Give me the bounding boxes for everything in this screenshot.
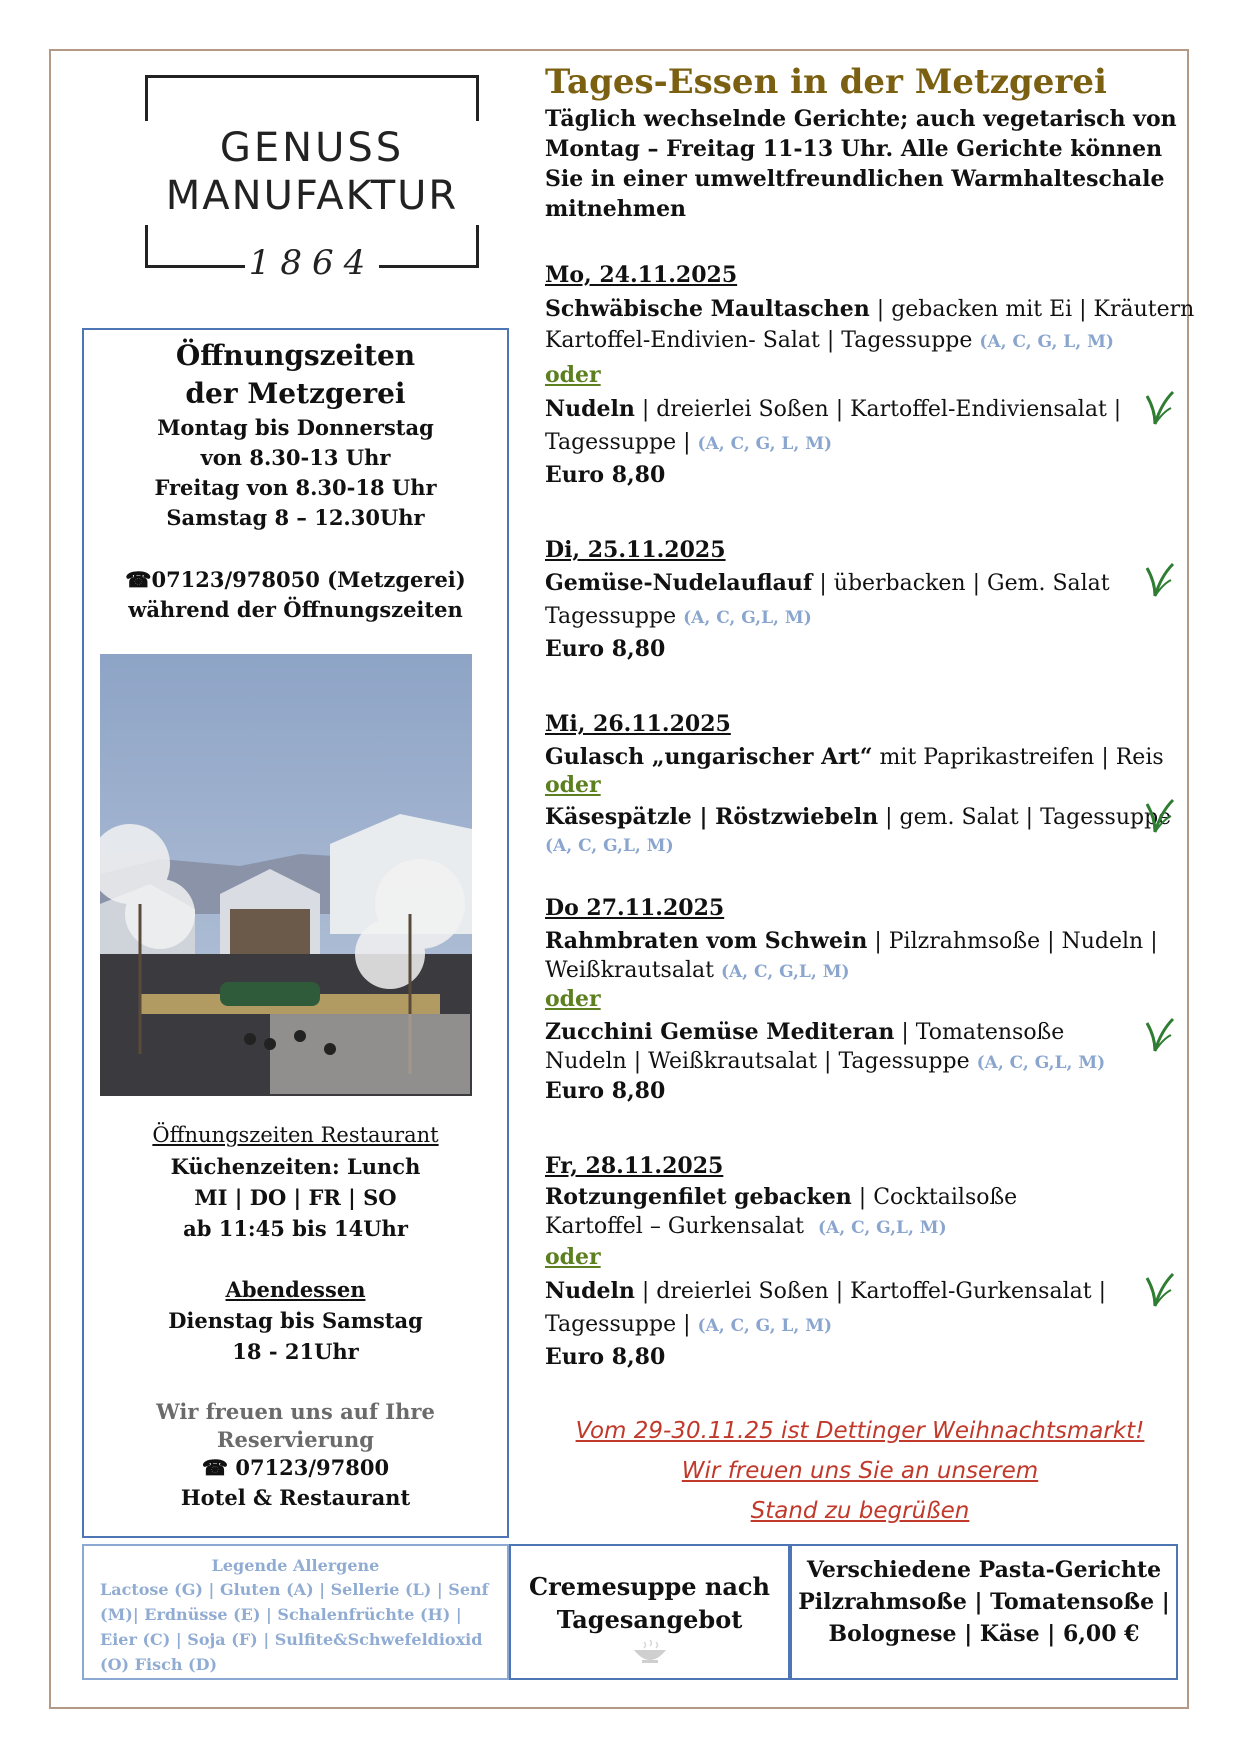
dish-line: Käsespätzle | Röstzwiebeln | gem. Salat | Tagessuppe bbox=[545, 804, 1172, 830]
pasta-line1: Verschiedene Pasta-Gerichte bbox=[806, 1557, 1162, 1583]
pasta-box bbox=[790, 1544, 1178, 1680]
oder-label: oder bbox=[545, 986, 601, 1012]
price: Euro 8,80 bbox=[545, 636, 666, 662]
logo-year: 1864 bbox=[248, 243, 376, 283]
dish-line: Kartoffel – Gurkensalat (A, C, G,L, M) bbox=[545, 1214, 947, 1239]
dinner-days: Dienstag bis Samstag bbox=[168, 1308, 423, 1333]
reserve-line1: Wir freuen uns auf Ihre bbox=[156, 1399, 435, 1424]
pasta-line2: Pilzrahmsoße | Tomatensoße | bbox=[798, 1589, 1170, 1615]
price: Euro 8,80 bbox=[545, 1078, 666, 1104]
day-heading-fr: Fr, 28.11.2025 bbox=[545, 1153, 724, 1179]
allergen-title: Legende Allergene bbox=[211, 1556, 380, 1575]
dish-line: Tagessuppe (A, C, G,L, M) bbox=[545, 604, 812, 629]
soup-box bbox=[509, 1544, 790, 1680]
dish-line: Gemüse-Nudelauflauf | überbacken | Gem. Salat bbox=[545, 570, 1110, 596]
price: Euro 8,80 bbox=[545, 1344, 666, 1370]
dinner-time: 18 - 21Uhr bbox=[232, 1339, 359, 1364]
butcher-phone[interactable]: ☎07123/978050 (Metzgerei) bbox=[125, 567, 466, 592]
menu-intro: Täglich wechselnde Gerichte; auch vegetarisch von Montag – Freitag 11-13 Uhr. Alle Gerichte können Sie in einer umweltfreundlichen Warmhalteschale mitnehmen bbox=[545, 106, 1177, 222]
logo-line2: MANUFAKTUR bbox=[165, 173, 459, 219]
dish-line: Nudeln | dreierlei Soßen | Kartoffel-Gurkensalat | bbox=[545, 1278, 1106, 1304]
lunch-time: ab 11:45 bis 14Uhr bbox=[183, 1216, 408, 1241]
dish-line: Zucchini Gemüse Mediteran | Tomatensoße bbox=[545, 1019, 1065, 1045]
butcher-phone-note: während der Öffnungszeiten bbox=[128, 597, 463, 622]
allergen-codes: (A, C, G,L, M) bbox=[976, 1053, 1106, 1073]
dish-line: Rotzungenfilet gebacken | Cocktailsoße bbox=[545, 1184, 1018, 1210]
opening-line: Montag bis Donnerstag bbox=[157, 415, 434, 440]
allergen-codes: (A, C, G, L, M) bbox=[697, 1316, 833, 1336]
dinner-heading: Abendessen bbox=[225, 1277, 366, 1302]
allergen-codes: (A, C, G,L, M) bbox=[818, 1218, 947, 1238]
restaurant-heading: Öffnungszeiten Restaurant bbox=[152, 1123, 439, 1147]
dish-line: Nudeln | Weißkrautsalat | Tagessuppe (A, C, G,L, M) bbox=[545, 1049, 1106, 1074]
hotel-restaurant: Hotel & Restaurant bbox=[180, 1485, 411, 1510]
opening-heading-2: der Metzgerei bbox=[185, 377, 406, 410]
menu-title: Tages-Essen in der Metzgerei bbox=[545, 62, 1107, 102]
allergen-codes: (A, C, G,L, M) bbox=[683, 608, 812, 628]
logo bbox=[145, 75, 483, 290]
opening-line: von 8.30-13 Uhr bbox=[200, 445, 391, 470]
day-heading-mo: Mo, 24.11.2025 bbox=[545, 262, 738, 288]
notice-line2: Wir freuen uns Sie an unserem bbox=[681, 1458, 1039, 1484]
dish-line bbox=[545, 830, 674, 861]
allergen-text: Lactose (G) | Gluten (A) | Sellerie (L) | Senf (M)| Erdnüsse (E) | Schalenfrüchte (H) | Eier (C) | Soja (F) | Sulfite&Schwefeldioxid (O) Fisch (D) bbox=[100, 1580, 489, 1674]
christmas-market-photo bbox=[100, 654, 472, 1096]
dish-line: Tagessuppe | (A, C, G, L, M) bbox=[545, 430, 833, 455]
allergen-codes: (A, C, G, L, M) bbox=[979, 332, 1114, 352]
restaurant-phone[interactable]: ☎ 07123/97800 bbox=[201, 1455, 390, 1480]
vegetarian-leaf-icon bbox=[1141, 562, 1175, 598]
day-heading-do: Do 27.11.2025 bbox=[545, 895, 725, 921]
reserve-line2: Reservierung bbox=[217, 1427, 374, 1452]
lunch-title: Küchenzeiten: Lunch bbox=[170, 1154, 421, 1179]
oder-label: oder bbox=[545, 1244, 601, 1270]
dish-line: Tagessuppe | (A, C, G, L, M) bbox=[545, 1312, 833, 1337]
vegetarian-leaf-icon bbox=[1141, 1017, 1175, 1053]
dish-line: Schwäbische Maultaschen | gebacken mit Ei | Kräutern bbox=[545, 296, 1195, 322]
oder-label: oder bbox=[545, 362, 601, 388]
dish-line: Weißkrautsalat (A, C, G,L, M) bbox=[545, 958, 850, 983]
vegetarian-leaf-icon bbox=[1141, 798, 1175, 834]
notice-line3: Stand zu begrüßen bbox=[750, 1498, 970, 1524]
allergen-codes: (A, C, G,L, M) bbox=[720, 962, 850, 982]
allergen-codes: (A, C, G,L, M) bbox=[545, 836, 674, 856]
vegetarian-leaf-icon bbox=[1141, 390, 1175, 426]
phone-icon: ☎ bbox=[201, 1455, 236, 1480]
day-heading-di: Di, 25.11.2025 bbox=[545, 537, 726, 563]
dish-line: Gulasch „ungarischer Art“ mit Paprikastreifen | Reis bbox=[545, 744, 1164, 770]
dish-line: Rahmbraten vom Schwein | Pilzrahmsoße | Nudeln | bbox=[545, 928, 1158, 954]
vegetarian-leaf-icon bbox=[1141, 1272, 1175, 1308]
allergen-legend bbox=[82, 1544, 509, 1680]
phone-icon: ☎ bbox=[125, 567, 152, 592]
notice-line1: Vom 29-30.11.25 ist Dettinger Weihnachtsmarkt! bbox=[575, 1418, 1145, 1444]
dish-line: Kartoffel-Endivien- Salat | Tagessuppe (A, C, G, L, M) bbox=[545, 328, 1114, 353]
soup-line2: Tagesangebot bbox=[556, 1605, 743, 1634]
pasta-line3: Bolognese | Käse | 6,00 € bbox=[828, 1621, 1140, 1647]
logo-line1: GENUSS bbox=[219, 125, 405, 171]
soup-bowl-icon bbox=[511, 1640, 788, 1670]
soup-line1: Cremesuppe nach bbox=[529, 1572, 770, 1601]
price: Euro 8,80 bbox=[545, 462, 666, 488]
oder-label: oder bbox=[545, 772, 601, 798]
allergen-codes: (A, C, G, L, M) bbox=[697, 434, 833, 454]
lunch-days: MI | DO | FR | SO bbox=[194, 1185, 397, 1210]
day-heading-mi: Mi, 26.11.2025 bbox=[545, 711, 731, 737]
opening-line: Samstag 8 – 12.30Uhr bbox=[166, 505, 425, 530]
opening-line: Freitag von 8.30-18 Uhr bbox=[154, 475, 437, 500]
opening-heading-1: Öffnungszeiten bbox=[175, 339, 416, 372]
dish-line: Nudeln | dreierlei Soßen | Kartoffel-Endiviensalat | bbox=[545, 396, 1122, 422]
